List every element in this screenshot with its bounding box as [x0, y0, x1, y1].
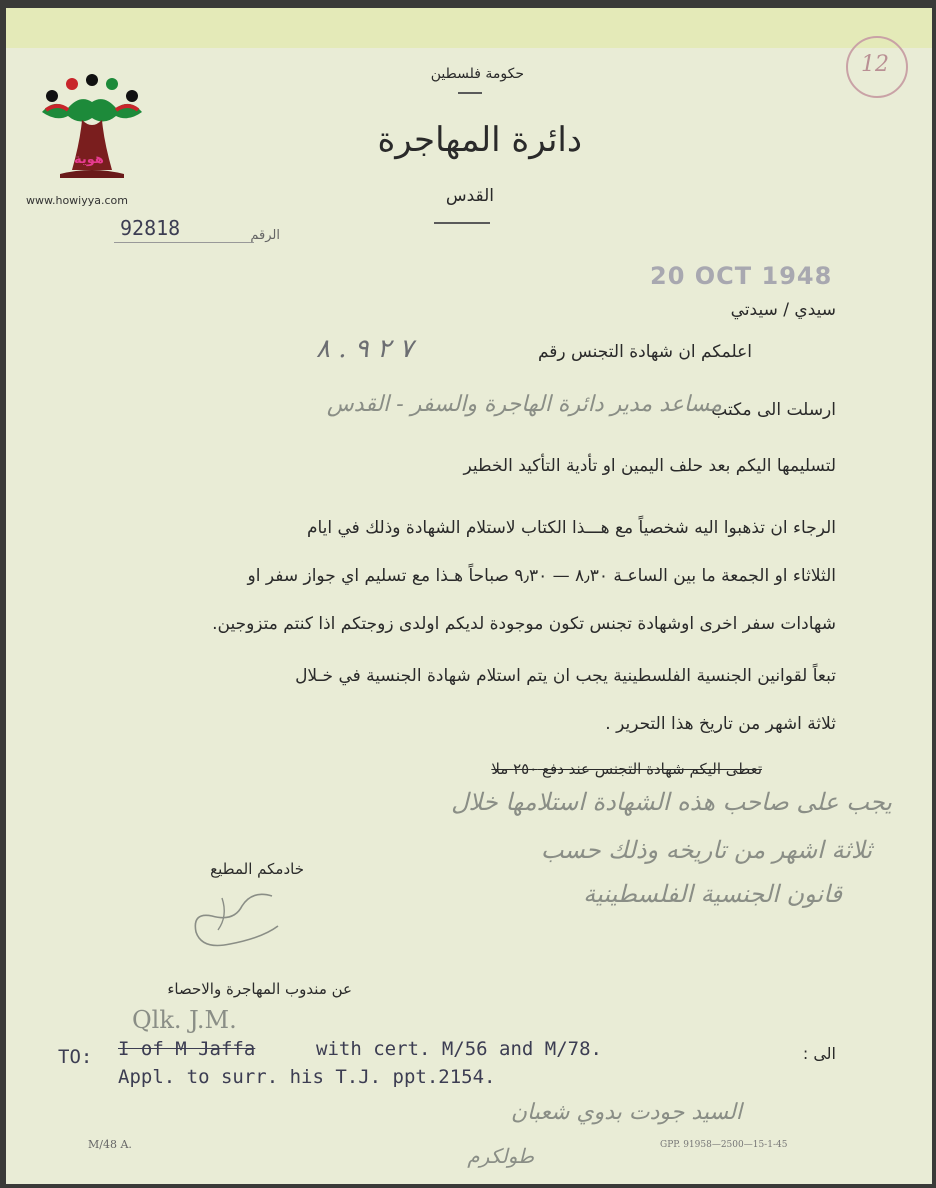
page-number-text: 12: [861, 52, 889, 77]
logo-site: www.howiyya.com: [26, 194, 128, 207]
paragraph-2-line-2: ثلاثة اشهر من تاريخ هذا التحرير .: [605, 714, 836, 734]
to-line-1: with cert. M/56 and M/78.: [316, 1038, 602, 1060]
certificate-number: ٧ ٢ ٩ . ٨: [316, 334, 414, 364]
to-label: TO:: [58, 1046, 93, 1068]
recipient-name: السيد جودت بدوي شعبان: [510, 1100, 742, 1125]
salutation: سيدي / سيدتي: [730, 300, 836, 320]
logo-word: هوية: [74, 152, 104, 167]
clerk-initials: Qlk. J.M.: [132, 1006, 237, 1034]
tree-logo-icon: [32, 70, 152, 188]
paragraph-1-line-2: الثلاثاء او الجمعة ما بين الساعـة ٨٫٣٠ — ٩٫٣٠ صباحاً هـذا مع تسليم اي جواز سفر او: [247, 566, 836, 586]
header-rule-1: [458, 92, 482, 94]
handwritten-note-line-3: قانون الجنسية الفلسطينية: [583, 880, 842, 908]
logo: [26, 70, 152, 210]
paragraph-1-line-1: الرجاء ان تذهبوا اليه شخصياً مع هـــذا الكتاب لاستلام الشهادة وذلك في ايام: [306, 518, 836, 538]
recipient-city: طولكرم: [467, 1144, 534, 1168]
reference-number: 92818: [120, 216, 181, 240]
to-line-2: Appl. to surr. his T.J. ppt.2154.: [118, 1066, 496, 1088]
closing-on-behalf: عن مندوب المهاجرة والاحصاء: [167, 980, 352, 998]
city-title: القدس: [445, 186, 494, 206]
date-stamp: 20 OCT 1948: [650, 262, 833, 290]
to-label-arabic: الى :: [802, 1044, 836, 1063]
top-band: [6, 8, 932, 48]
department-title: دائرة المهاجرة: [377, 120, 582, 160]
delivery-condition: لتسليمها اليكم بعد حلف اليمين او تأدية التأكيد الخطير: [463, 456, 836, 476]
signature-icon: [182, 886, 292, 956]
header-rule-2: [434, 222, 490, 224]
document-page: [6, 8, 932, 1184]
paragraph-1-line-3: شهادات سفر اخرى اوشهادة تجنس تكون موجودة لديكم اولدى زوجتكم اذا كنتم متزوجين.: [212, 614, 836, 634]
reference-line: [114, 242, 254, 243]
print-code: GPP. 91958—2500—15-1-45: [660, 1140, 788, 1150]
paragraph-2-line-1: تبعاً لقوانين الجنسية الفلسطينية يجب ان يتم استلام شهادة الجنسية في خـلال: [295, 666, 836, 686]
certificate-line: اعلمكم ان شهادة التجنس رقم: [537, 342, 752, 362]
closing-servant: خادمكم المطيع: [210, 860, 304, 878]
handwritten-note-line-2: ثلاثة اشهر من تاريخه وذلك حسب: [540, 836, 872, 864]
reference-label: الرقم: [250, 228, 280, 243]
form-code: M/48 A.: [88, 1138, 132, 1151]
handwritten-note-line-1: يجب على صاحب هذه الشهادة استلامها خلال: [451, 788, 892, 816]
government-title: حكومة فلسطين: [430, 66, 524, 82]
office-handwritten: مساعد مدير دائرة الهاجرة والسفر - القدس: [326, 392, 722, 417]
fee-line-struck: تعطى اليكم شهادة التجنس عند دفع ٢٥٠ ملا: [491, 760, 762, 778]
sent-to-office: ارسلت الى مكتب: [711, 400, 836, 420]
struck-addressee: I of M Jaffa: [118, 1038, 256, 1060]
